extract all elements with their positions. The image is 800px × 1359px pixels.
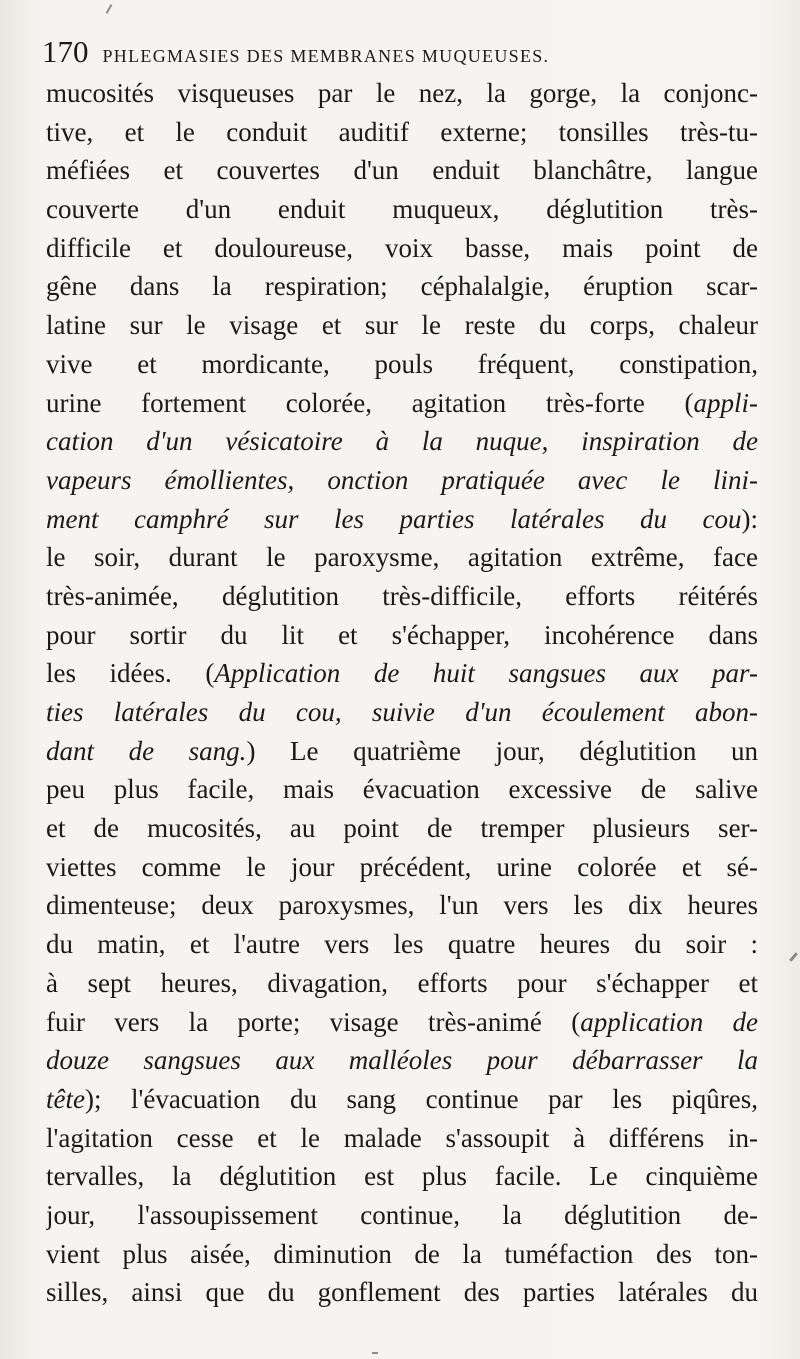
text-segment: fuir vers la porte; visage très-animé ( [46,1006,581,1037]
italic-text-segment: dant de sang. [46,735,247,766]
text-line [46,151,758,190]
text-segment: à sept heures, divagation, efforts pour s'échapper et [46,967,758,998]
text-segment: silles, ainsi que du gonflement des parties latérales du [46,1277,758,1308]
text-line [46,925,758,964]
text-line [46,1003,758,1042]
text-segment: dimenteuse; deux paroxysmes, l'un vers les dix heures [46,890,758,921]
text-line [46,113,758,152]
running-title: PHLEGMASIES DES MEMBRANES MUQUEUSES. [102,46,550,66]
ink-speck [106,4,113,14]
italic-text-segment: Application de huit sangsues aux par- [214,658,758,689]
text-line [46,1196,758,1235]
italic-text-segment: ties latérales du cou, suivie d'un écoulement abon- [46,697,758,727]
text-line [46,848,758,887]
text-segment: l'agitation cesse et le malade s'assoupit à différens in- [46,1122,758,1153]
text-segment: pour sortir du lit et s'échapper, incohérence dans [46,619,758,650]
text-line [46,1119,758,1158]
text-line [46,229,758,268]
text-line [46,1157,758,1196]
text-line [46,770,758,809]
italic-text-segment: douze sangsues aux malléoles pour débarrasser la [46,1045,758,1076]
text-line [46,500,758,539]
text-segment: ); l'évacuation du sang continue par les piqûres, [84,1083,758,1114]
text-segment: peu plus facile, mais évacuation excessive de salive [46,774,758,805]
text-segment: difficile et douloureuse, voix basse, mais point de [46,232,758,263]
text-line [46,809,758,848]
text-line [46,1235,758,1274]
italic-text-segment: vapeurs émollientes, onction pratiquée avec le lini- [46,464,758,495]
text-segment: mucosités visqueuses par le nez, la gorge, la conjonc- [46,78,758,108]
italic-text-segment: ment camphré sur les parties latérales du cou [46,503,742,534]
text-line [46,693,758,732]
text-segment: ) Le quatrième jour, déglutition un [246,735,758,766]
text-segment: jour, l'assoupissement continue, la déglutition de- [46,1199,758,1230]
text-segment: viettes comme le jour précédent, urine colorée et sé- [46,851,758,882]
text-line [46,1273,758,1312]
ink-speck [789,952,798,962]
italic-text-segment: appli- [693,387,758,418]
text-line [46,616,758,655]
text-line [46,267,758,306]
text-segment: couverte d'un enduit muqueux, déglutition très- [46,194,758,225]
text-line [46,190,758,229]
text-line [46,886,758,925]
text-line [46,461,758,500]
text-line [46,732,758,771]
text-segment: et de mucosités, au point de tremper plusieurs ser- [46,813,758,844]
text-segment: le soir, durant le paroxysme, agitation extrême, face [46,542,758,573]
text-line [46,577,758,616]
body-text [46,74,758,1312]
text-segment: les idées. ( [46,658,215,689]
text-line [46,345,758,384]
text-line [46,422,758,461]
italic-text-segment: application de [580,1006,758,1037]
text-segment: urine fortement colorée, agitation très-forte ( [46,387,694,418]
page-number: 170 [42,34,89,69]
text-line [46,1041,758,1080]
text-line [46,306,758,345]
page-header [42,34,762,70]
text-segment: gêne dans la respiration; céphalalgie, éruption scar- [46,271,758,302]
text-segment: vient plus aisée, diminution de la tuméfaction des ton- [46,1238,758,1269]
text-segment: latine sur le visage et sur le reste du corps, chaleur [46,310,758,341]
text-segment: tive, et le conduit auditif externe; tonsilles très-tu- [46,116,758,147]
text-line [46,384,758,423]
text-segment: très-animée, déglutition très-difficile, efforts réitérés [46,580,758,611]
text-line [46,654,758,693]
text-segment: du matin, et l'autre vers les quatre heures du soir : [46,929,758,960]
text-line [46,1080,758,1119]
text-segment: tervalles, la déglutition est plus facile. Le cinquième [46,1161,758,1192]
ink-speck [372,1352,378,1354]
text-line [46,964,758,1003]
italic-text-segment: tête [46,1083,85,1114]
text-line [46,538,758,577]
text-line [46,74,758,113]
text-segment: vive et mordicante, pouls fréquent, constipation, [46,348,758,379]
italic-text-segment: cation d'un vésicatoire à la nuque, inspiration de [46,426,758,457]
text-segment: méfiées et couvertes d'un enduit blanchâtre, langue [46,155,758,186]
text-segment: ): [741,503,758,534]
